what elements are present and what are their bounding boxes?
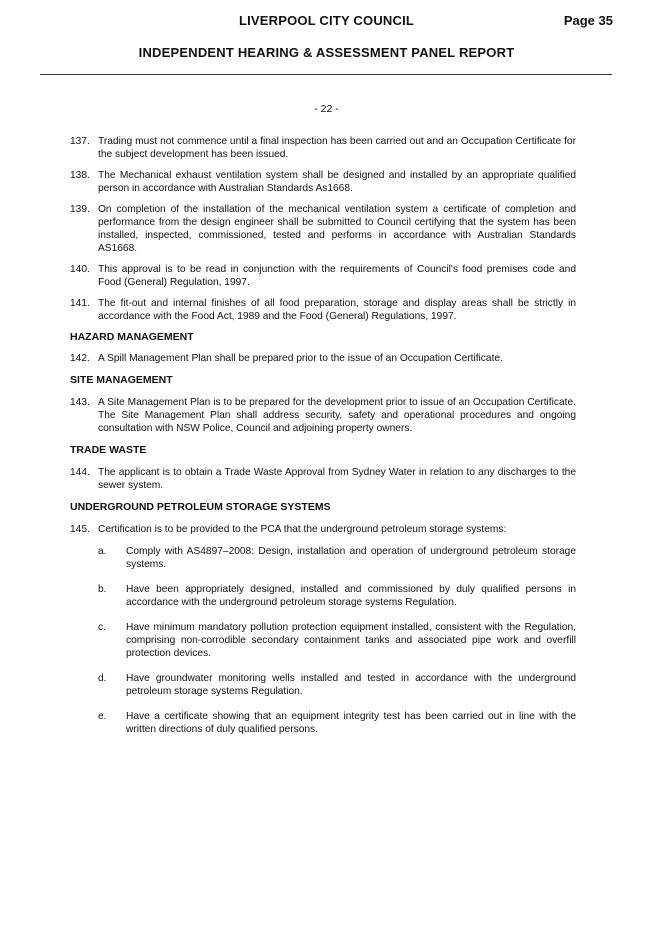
condition-139 <box>70 203 576 255</box>
condition-text: A Site Management Plan is to be prepared for the development prior to issue of an Occupation Certificate. The Site Management Plan shall address security, safety and operational procedures and ongoing consultation with NSW Police, Council and adjoining property owners. <box>98 397 576 434</box>
condition-143 <box>70 396 576 435</box>
sub-item-d <box>98 672 576 698</box>
condition-138 <box>70 169 576 195</box>
sub-item-a <box>98 545 576 571</box>
section-heading-upss: UNDERGROUND PETROLEUM STORAGE SYSTEMS <box>70 501 331 513</box>
condition-text: The fit-out and internal finishes of all food preparation, storage and display areas shall be strictly in accordance with the Food Act, 1989 and the Food (General) Regulations, 1997. <box>98 298 576 322</box>
sub-item-text: Have a certificate showing that an equipment integrity test has been carried out in line with the written directions of duly qualified persons. <box>126 711 576 735</box>
section-heading-hazard: HAZARD MANAGEMENT <box>70 331 194 343</box>
header-divider <box>40 74 612 75</box>
sub-item-letter: e. <box>98 711 107 722</box>
page-label: Page 35 <box>563 13 613 28</box>
condition-142 <box>70 352 576 365</box>
condition-text: On completion of the installation of the mechanical ventilation system a certificate of completion and performance from the design engineer shall be submitted to Council certifying that the system has been installed, inspected, commissioned, tested and performs in accordance with Australian Standards AS1668. <box>98 204 576 254</box>
condition-137 <box>70 135 576 161</box>
condition-141 <box>70 297 576 323</box>
condition-140 <box>70 263 576 289</box>
condition-145 <box>70 523 576 536</box>
condition-number: 139. <box>70 204 90 215</box>
condition-text: A Spill Management Plan shall be prepared prior to the issue of an Occupation Certificate. <box>98 353 503 364</box>
sub-item-e <box>98 710 576 736</box>
council-name: LIVERPOOL CITY COUNCIL <box>238 13 415 28</box>
conditions-body <box>70 135 576 736</box>
section-heading-site: SITE MANAGEMENT <box>70 374 173 386</box>
sub-item-letter: d. <box>98 673 107 684</box>
sub-item-letter: a. <box>98 546 107 557</box>
sub-item-text: Have minimum mandatory pollution protection equipment installed, consistent with the Regulation, comprising non-corrodible secondary containment tanks and associated pipe work and overfill protection devices. <box>126 622 576 659</box>
condition-number: 140. <box>70 264 90 275</box>
condition-text: Trading must not commence until a final inspection has been carried out and an Occupation Certificate for the subject development has been issued. <box>98 136 576 160</box>
condition-text: The Mechanical exhaust ventilation system shall be designed and installed by an appropriate qualified person in accordance with Australian Standards As1668. <box>98 170 576 194</box>
sub-item-b <box>98 583 576 609</box>
condition-number: 137. <box>70 136 90 147</box>
sub-item-c <box>98 621 576 660</box>
sub-item-text: Comply with AS4897–2008: Design, installation and operation of underground petroleum storage systems. <box>126 546 576 570</box>
condition-number: 143. <box>70 397 90 408</box>
condition-number: 145. <box>70 524 90 535</box>
condition-number: 142. <box>70 353 90 364</box>
condition-144 <box>70 466 576 492</box>
page-number: - 22 - <box>314 103 339 115</box>
condition-number: 138. <box>70 170 90 181</box>
report-title: INDEPENDENT HEARING & ASSESSMENT PANEL REPORT <box>138 45 515 60</box>
condition-text: The applicant is to obtain a Trade Waste Approval from Sydney Water in relation to any discharges to the sewer system. <box>98 467 576 491</box>
condition-number: 144. <box>70 467 90 478</box>
condition-number: 141. <box>70 298 90 309</box>
section-heading-trade-waste: TRADE WASTE <box>70 444 147 456</box>
condition-text: This approval is to be read in conjunction with the requirements of Council's food premises code and Food (General) Regulation, 1997. <box>98 264 576 288</box>
sub-item-letter: b. <box>98 584 107 595</box>
sub-item-letter: c. <box>98 622 106 633</box>
sub-item-text: Have been appropriately designed, installed and commissioned by duly qualified persons in accordance with the underground petroleum storage systems Regulation. <box>126 584 576 608</box>
sub-item-text: Have groundwater monitoring wells installed and tested in accordance with the underground petroleum storage systems Regulation. <box>126 673 576 697</box>
condition-text: Certification is to be provided to the PCA that the underground petroleum storage systems: <box>98 524 507 535</box>
